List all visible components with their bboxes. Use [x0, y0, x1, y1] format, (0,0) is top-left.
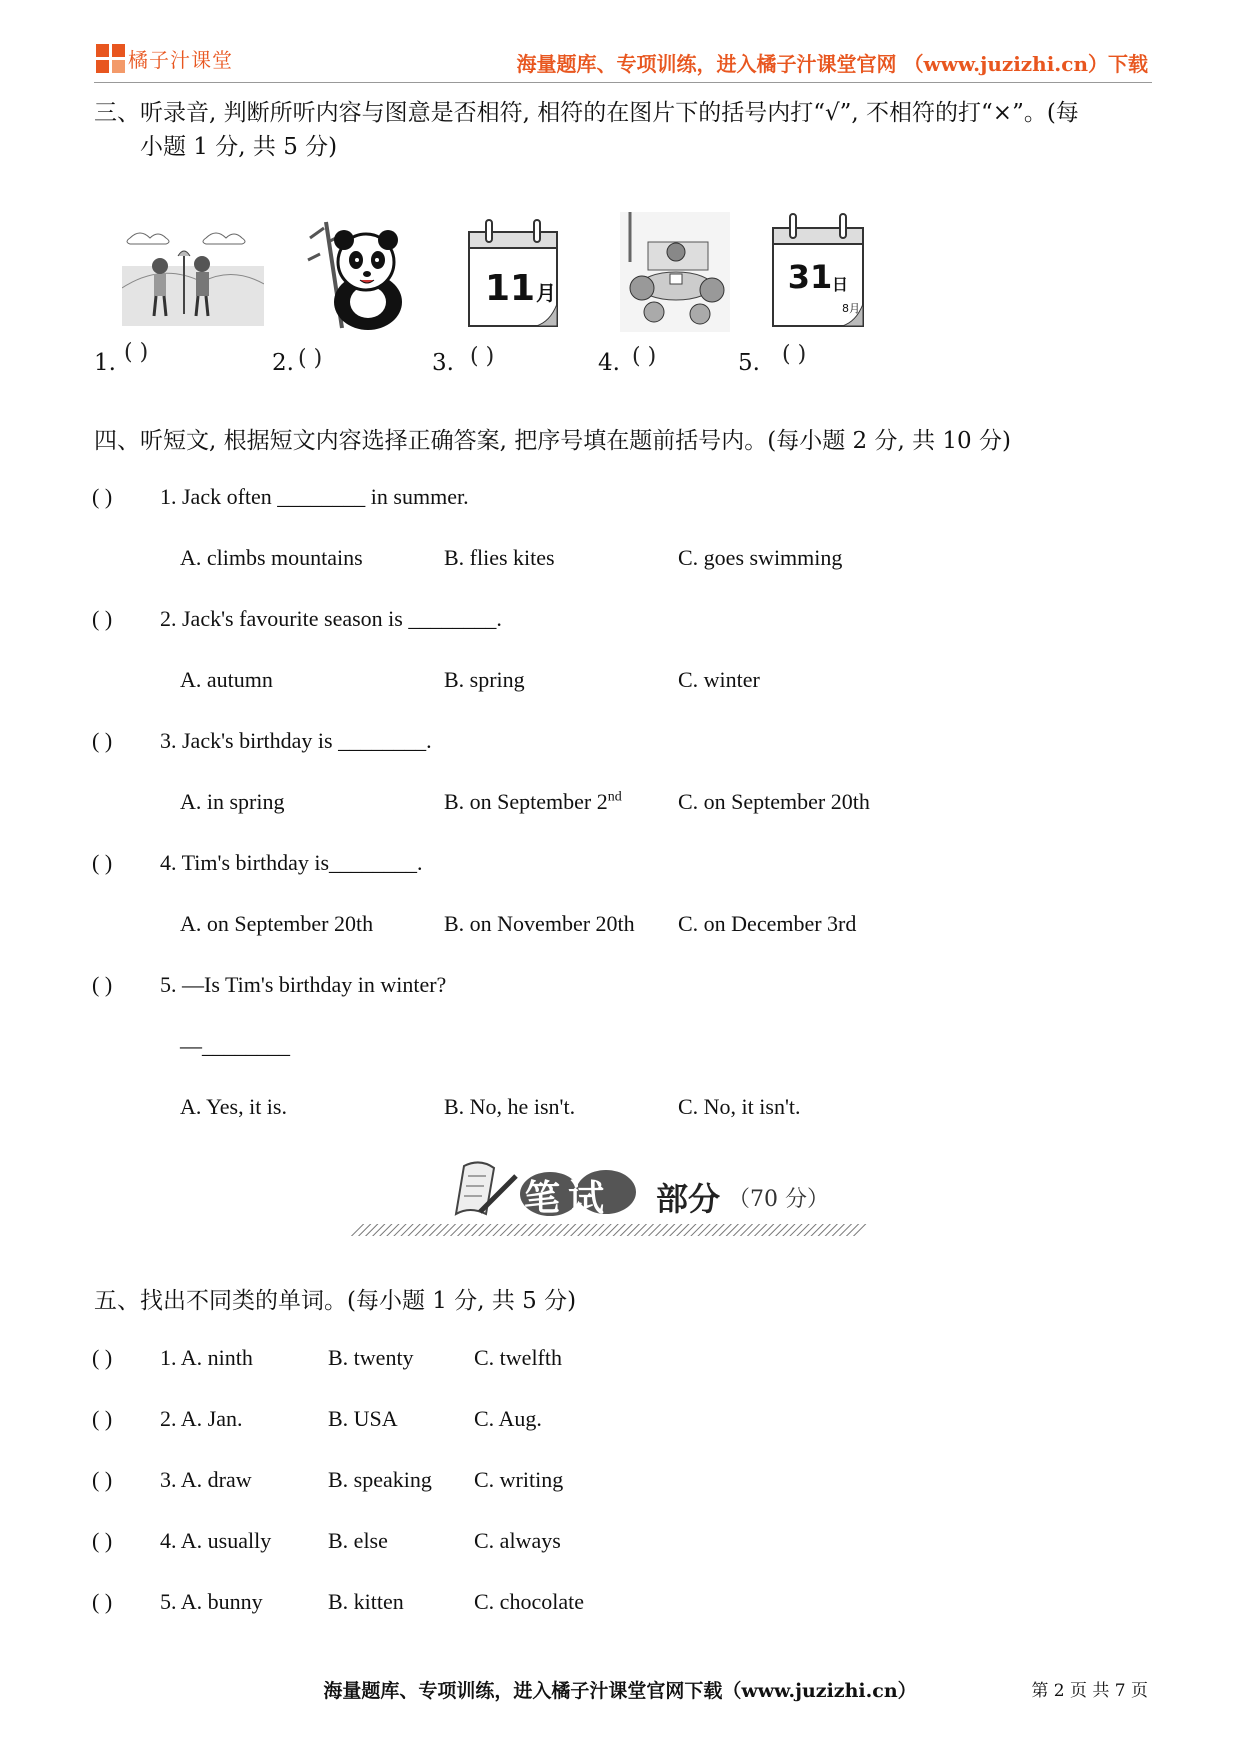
- listen-q2-option-b: B. spring: [444, 667, 525, 692]
- banner-main-text: 笔试: [524, 1178, 613, 1219]
- section3-title-line1: 三、听录音, 判断所听内容与图意是否相符, 相符的在图片下的括号内打“√”, 不相符的打“×”。(每: [94, 100, 1079, 126]
- odd-word-q3-option-b: B. speaking: [328, 1467, 432, 1492]
- listen-q4-text: 4. Tim's birthday is________.: [160, 850, 423, 875]
- brand-logo-icon: [96, 44, 126, 74]
- written-section-banner: [346, 1156, 870, 1238]
- listen-q3-option-b-sup: nd: [607, 789, 622, 805]
- picture-item-2-number: 2.: [272, 350, 294, 376]
- odd-word-q5-option-a: 5. A. bunny: [160, 1589, 263, 1614]
- panda-bamboo-picture: [302, 218, 412, 334]
- kids-planting-tree-picture: [122, 226, 264, 326]
- odd-word-q2-option-c: C. Aug.: [474, 1406, 542, 1431]
- brand-name: 橘子汁课堂: [128, 48, 233, 72]
- odd-word-q1-answer-blank[interactable]: ( ): [92, 1345, 113, 1370]
- listen-q2-answer-blank[interactable]: ( ): [92, 606, 113, 631]
- section3-title-line2: 小题 1 分, 共 5 分): [140, 134, 338, 160]
- listen-q1-text: 1. Jack often ________ in summer.: [160, 484, 469, 509]
- odd-word-q2-option-b: B. USA: [328, 1406, 398, 1431]
- odd-word-q5-option-b: B. kitten: [328, 1589, 404, 1614]
- odd-word-q1-option-c: C. twelfth: [474, 1345, 562, 1370]
- listen-q3-option-c: C. on September 20th: [678, 789, 870, 814]
- listen-q3-text: 3. Jack's birthday is ________.: [160, 728, 432, 753]
- calendar-picture-5: [770, 208, 868, 330]
- listen-q4-option-a: A. on September 20th: [180, 911, 374, 936]
- odd-word-q2-answer-blank[interactable]: ( ): [92, 1406, 113, 1431]
- header-divider: [94, 82, 1152, 83]
- odd-word-q4-answer-blank[interactable]: ( ): [92, 1528, 113, 1553]
- family-party-picture: [620, 212, 730, 332]
- picture-item-3-answer-blank[interactable]: ( ): [470, 344, 495, 369]
- listen-q1-option-a: A. climbs mountains: [180, 545, 363, 570]
- listen-q4-option-b: B. on November 20th: [444, 911, 635, 936]
- listen-q1-option-b: B. flies kites: [444, 545, 555, 570]
- listen-q1-answer-blank[interactable]: ( ): [92, 484, 113, 509]
- listen-q3-option-b-text: B. on September 2: [444, 789, 608, 814]
- listen-q2-text: 2. Jack's favourite season is ________.: [160, 606, 502, 631]
- listen-q5-option-a: A. Yes, it is.: [180, 1094, 287, 1119]
- listen-q3-answer-blank[interactable]: ( ): [92, 728, 113, 753]
- odd-word-q2-option-a: 2. A. Jan.: [160, 1406, 243, 1431]
- calendar3-day: 11: [484, 268, 536, 309]
- odd-word-q3-answer-blank[interactable]: ( ): [92, 1467, 113, 1492]
- picture-item-5-answer-blank[interactable]: ( ): [782, 342, 807, 367]
- listen-q5-option-b: B. No, he isn't.: [444, 1094, 576, 1119]
- listen-q5-text: 5. —Is Tim's birthday in winter?: [160, 972, 447, 997]
- listen-q3-option-b: [444, 789, 622, 815]
- calendar5-day: 31: [787, 258, 833, 296]
- picture-item-2-answer-blank[interactable]: ( ): [298, 346, 323, 371]
- calendar3-unit: 月: [536, 281, 556, 305]
- odd-word-q4-option-a: 4. A. usually: [160, 1528, 272, 1553]
- picture-item-4-number: 4.: [598, 350, 620, 376]
- picture-item-3-number: 3.: [432, 350, 454, 376]
- odd-word-q1-option-b: B. twenty: [328, 1345, 414, 1370]
- section5-title: 五、找出不同类的单词。(每小题 1 分, 共 5 分): [94, 1288, 577, 1314]
- listen-q5-answer-line: —________: [180, 1033, 290, 1058]
- listen-q4-answer-blank[interactable]: ( ): [92, 850, 113, 875]
- listen-q2-option-a: A. autumn: [180, 667, 273, 692]
- picture-item-1-answer-blank[interactable]: ( ): [124, 340, 149, 365]
- header-slogan: 海量题库、专项训练，进入橘子汁课堂官网 （www.juzizhi.cn）下载: [516, 52, 1148, 76]
- picture-item-4-answer-blank[interactable]: ( ): [632, 344, 657, 369]
- listen-q1-option-c: C. goes swimming: [678, 545, 843, 570]
- listen-q5-answer-blank[interactable]: ( ): [92, 972, 113, 997]
- banner-score-text: （70 分）: [728, 1187, 829, 1212]
- listen-q5-option-c: C. No, it isn't.: [678, 1094, 801, 1119]
- footer-slogan: 海量题库、专项训练，进入橘子汁课堂官网下载（www.juzizhi.cn）: [323, 1680, 917, 1702]
- listen-q3-option-a: A. in spring: [180, 789, 285, 814]
- odd-word-q3-option-c: C. writing: [474, 1467, 564, 1492]
- picture-item-5-number: 5.: [738, 350, 760, 376]
- calendar-picture-3: [466, 214, 562, 330]
- odd-word-q1-option-a: 1. A. ninth: [160, 1345, 253, 1370]
- odd-word-q3-option-a: 3. A. draw: [160, 1467, 252, 1492]
- odd-word-q5-answer-blank[interactable]: ( ): [92, 1589, 113, 1614]
- banner-part-text: 部分: [656, 1180, 721, 1218]
- listen-q4-option-c: C. on December 3rd: [678, 911, 857, 936]
- odd-word-q5-option-c: C. chocolate: [474, 1589, 584, 1614]
- section4-title: 四、听短文, 根据短文内容选择正确答案, 把序号填在题前括号内。(每小题 2 分, 共 10 分): [94, 428, 1011, 454]
- listen-q2-option-c: C. winter: [678, 667, 760, 692]
- odd-word-q4-option-b: B. else: [328, 1528, 388, 1553]
- calendar5-unit: 日: [832, 275, 849, 294]
- odd-word-q4-option-c: C. always: [474, 1528, 561, 1553]
- calendar5-month: 8月: [842, 302, 860, 315]
- page-number: 第 2 页 共 7 页: [1031, 1681, 1148, 1701]
- picture-item-1-number: 1.: [94, 350, 116, 376]
